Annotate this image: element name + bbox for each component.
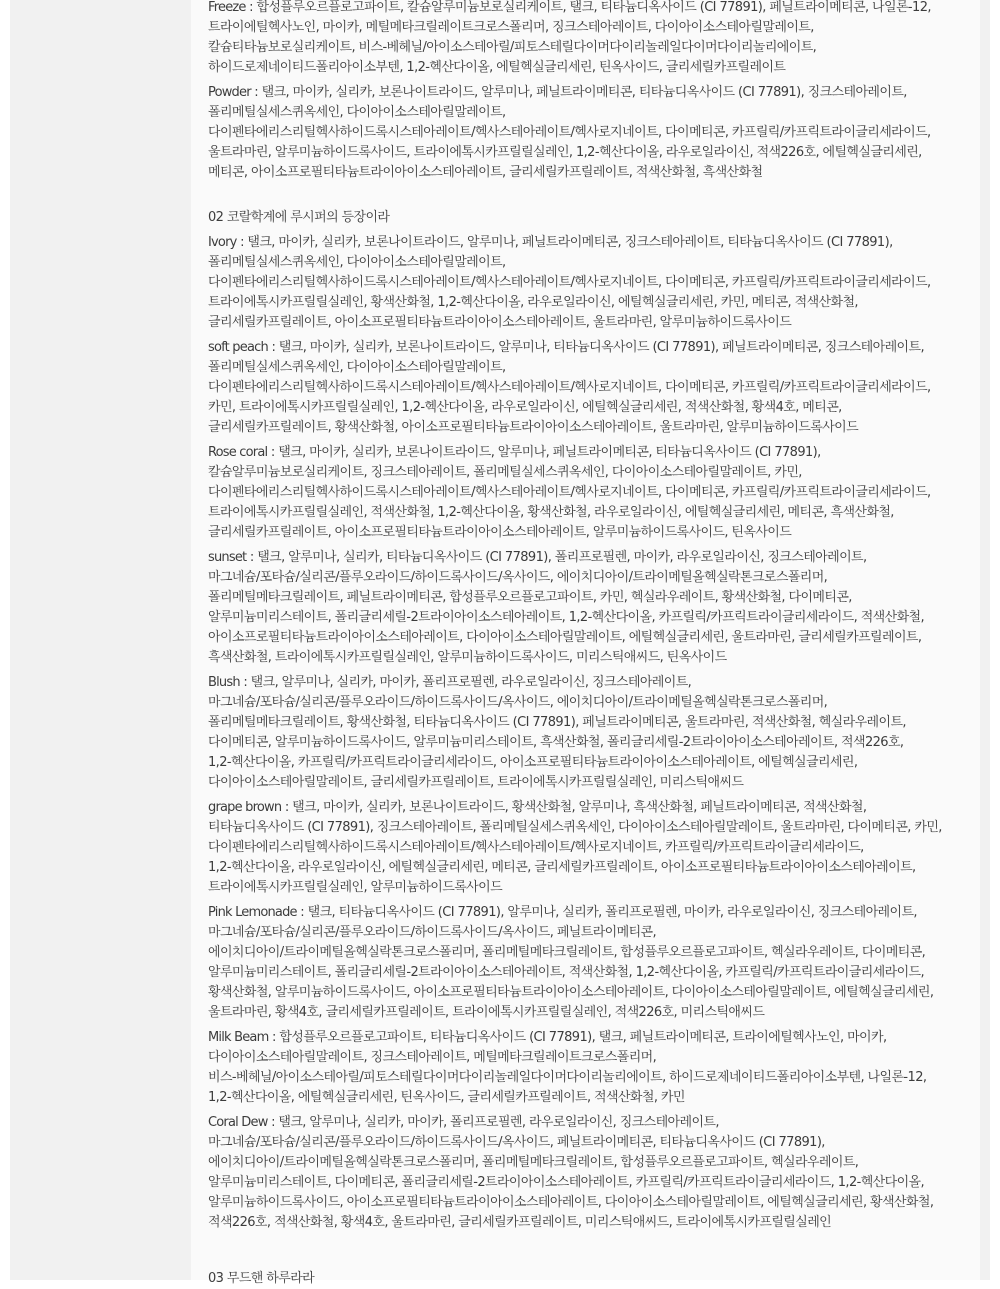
ingredient-entry <box>208 673 988 793</box>
ingredient-text: 탤크, 티타늄디옥사이드 (CI 77891), 알루미나, 실리카, 폴리프로필렌, 마이카, 라우로일라이신, 징크스테아레이트, <box>307 905 917 920</box>
ingredient-entry <box>208 233 988 333</box>
ingredient-text: 하이드로제네이티드폴리아이소부텐, 1,2-헥산다이올, 에틸헥실글리세린, 틴옥사이드, 글리세릴카프릴레이트 <box>208 60 786 75</box>
ingredient-entry <box>208 443 988 543</box>
ingredient-text: 다이펜타에리스리틸헥사하이드록시스테아레이트/헥사스테아레이트/헥사로지네이트, 다이메티콘, 카프릴릭/카프릭트라이글리세라이드, <box>208 485 931 500</box>
ingredient-line <box>208 753 988 773</box>
ingredient-text: 폴리메틸메타크릴레이트, 페닐트라이메티콘, 합성플루오르플로고파이트, 카민, 헥실라우레이트, 황색산화철, 다이메티콘, <box>208 590 852 605</box>
ingredient-text: 폴리메틸실세스퀴옥세인, 다이아이소스테아릴말레이트, <box>208 105 506 120</box>
ingredient-text: 마그네슘/포타슘/실리콘/플루오라이드/하이드록사이드/옥사이드, 페닐트라이메티콘, <box>208 925 657 940</box>
ingredient-line <box>208 673 988 693</box>
ingredient-line <box>208 773 988 793</box>
ingredient-text: 1,2-헥산다이올, 카프릴릭/카프릭트라이글리세라이드, 아이소프로필티타늄트라이아이소스테아레이트, 에틸헥실글리세린, <box>208 755 858 770</box>
shade-name: Milk Beam <box>208 1030 269 1045</box>
ingredient-line <box>208 418 988 438</box>
ingredient-line <box>208 693 988 713</box>
ingredient-entry <box>208 1028 988 1108</box>
ingredient-line <box>208 733 988 753</box>
name-separator: : <box>250 85 262 100</box>
ingredients-list <box>208 0 988 1238</box>
name-separator: : <box>281 800 293 815</box>
name-separator: : <box>245 0 257 15</box>
ingredient-line <box>208 273 988 293</box>
name-separator: : <box>296 905 308 920</box>
ingredient-text: 다이아이소스테아릴말레이트, 글리세릴카프릴레이트, 트라이에톡시카프릴릴실레인, 미리스틱애씨드 <box>208 775 744 790</box>
ingredient-line <box>208 0 988 18</box>
ingredient-line <box>208 358 988 378</box>
ingredient-text: 알루미늄미리스테이트, 폴리글리세릴-2트라이아이소스테아레이트, 1,2-헥산다이올, 카프릴릭/카프릭트라이글리세라이드, 적색산화철, <box>208 610 925 625</box>
ingredient-text: 다이펜타에리스리틸헥사하이드록시스테아레이트/헥사스테아레이트/헥사로지네이트, 카프릴릭/카프릭트라이글리세라이드, <box>208 840 864 855</box>
ingredient-text: 비스-베헤닐/아이소스테아릴/피토스테릴다이머다이리놀레일다이머다이리놀리에이트, 하이드로제네이티드폴리아이소부텐, 나일론-12, <box>208 1070 927 1085</box>
ingredient-text: 카민, 트라이에톡시카프릴릴실레인, 1,2-헥산다이올, 라우로일라이신, 에틸헥실글리세린, 적색산화철, 황색4호, 메티콘, <box>208 400 842 415</box>
ingredient-text: 황색산화철, 알루미늄하이드록사이드, 아이소프로필티타늄트라이아이소스테아레이트, 다이아이소스테아릴말레이트, 에틸헥실글리세린, <box>208 985 934 1000</box>
ingredient-line <box>208 568 988 588</box>
ingredient-text: 글리세릴카프릴레이트, 아이소프로필티타늄트라이아이소스테아레이트, 알루미늄하이드록사이드, 틴옥사이드 <box>208 525 792 540</box>
ingredient-text: 탤크, 마이카, 실리카, 보론나이트라이드, 알루미나, 페닐트라이메티콘, 징크스테아레이트, 티타늄디옥사이드 (CI 77891), <box>247 235 893 250</box>
shade-name: grape brown <box>208 800 282 815</box>
ingredient-line <box>208 878 988 898</box>
shade-name: Ivory <box>208 235 237 250</box>
ingredient-text: 트라이에톡시카프릴릴실레인, 황색산화철, 1,2-헥산다이올, 라우로일라이신, 에틸헥실글리세린, 카민, 메티콘, 적색산화철, <box>208 295 858 310</box>
ingredient-text: 다이펜타에리스리틸헥사하이드록시스테아레이트/헥사스테아레이트/헥사로지네이트, 다이메티콘, 카프릴릭/카프릭트라이글리세라이드, <box>208 275 931 290</box>
ingredient-text: 울트라마린, 황색4호, 글리세릴카프릴레이트, 트라이에톡시카프릴릴실레인, 적색226호, 미리스틱애씨드 <box>208 1005 765 1020</box>
ingredient-text: 트라이에톡시카프릴릴실레인, 알루미늄하이드록사이드 <box>208 880 503 895</box>
ingredient-text: 1,2-헥산다이올, 에틸헥실글리세린, 틴옥사이드, 글리세릴카프릴레이트, 적색산화철, 카민 <box>208 1090 685 1105</box>
ingredient-text: 메티콘, 아이소프로필티타늄트라이아이소스테아레이트, 글리세릴카프릴레이트, 적색산화철, 흑색산화철 <box>208 165 763 180</box>
shade-name: Powder <box>208 85 251 100</box>
ingredient-line <box>208 903 988 923</box>
shade-name: Coral Dew <box>208 1115 268 1130</box>
ingredient-entry <box>208 83 988 183</box>
ingredient-text: 폴리메틸실세스퀴옥세인, 다이아이소스테아릴말레이트, <box>208 255 506 270</box>
ingredient-text: 탤크, 마이카, 실리카, 보론나이트라이드, 황색산화철, 알루미나, 흑색산화철, 페닐트라이메티콘, 적색산화철, <box>292 800 867 815</box>
shade-name: sunset <box>208 550 247 565</box>
ingredient-line <box>208 798 988 818</box>
ingredient-line <box>208 1028 988 1048</box>
ingredient-text: 폴리메틸실세스퀴옥세인, 다이아이소스테아릴말레이트, <box>208 360 506 375</box>
ingredient-text: 트라이에톡시카프릴릴실레인, 적색산화철, 1,2-헥산다이올, 황색산화철, 라우로일라이신, 에틸헥실글리세린, 메티콘, 흑색산화철, <box>208 505 894 520</box>
ingredient-line <box>208 1153 988 1173</box>
ingredient-line <box>208 18 988 38</box>
ingredient-line <box>208 923 988 943</box>
section-title: 02 코랄학계에 루시퍼의 등장이라 <box>208 210 390 225</box>
ingredient-text: 탤크, 알루미나, 실리카, 마이카, 폴리프로필렌, 라우로일라이신, 징크스테아레이트, <box>250 675 692 690</box>
ingredient-text: 1,2-헥산다이올, 라우로일라이신, 에틸헥실글리세린, 메티콘, 글리세릴카프릴레이트, 아이소프로필티타늄트라이아이소스테아레이트, <box>208 860 916 875</box>
ingredient-line <box>208 143 988 163</box>
ingredient-text: 마그네슘/포타슘/실리콘/플루오라이드/하이드록사이드/옥사이드, 페닐트라이메티콘, 티타늄디옥사이드 (CI 77891), <box>208 1135 825 1150</box>
ingredient-line <box>208 858 988 878</box>
ingredient-line <box>208 123 988 143</box>
ingredient-entry <box>208 903 988 1023</box>
ingredient-text: 글리세릴카프릴레이트, 황색산화철, 아이소프로필티타늄트라이아이소스테아레이트, 울트라마린, 알루미늄하이드록사이드 <box>208 420 859 435</box>
ingredient-text: 알루미늄미리스테이트, 폴리글리세릴-2트라이아이소스테아레이트, 적색산화철, 1,2-헥산다이올, 카프릴릭/카프릭트라이글리세라이드, <box>208 965 925 980</box>
ingredient-text: 다이펜타에리스리틸헥사하이드록시스테아레이트/헥사스테아레이트/헥사로지네이트, 다이메티콘, 카프릴릭/카프릭트라이글리세라이드, <box>208 125 931 140</box>
ingredient-line <box>208 1133 988 1153</box>
ingredient-line <box>208 963 988 983</box>
ingredient-text: 마그네슘/포타슘/실리콘/플루오라이드/하이드록사이드/옥사이드, 에이치디아이/트라이메틸올헥실락톤크로스폴리머, <box>208 695 828 710</box>
ingredient-text: 에이치디아이/트라이메틸올헥실락톤크로스폴리머, 폴리메틸메타크릴레이트, 합성플루오르플로고파이트, 헥실라우레이트, <box>208 1155 859 1170</box>
ingredient-text: 탤크, 알루미나, 실리카, 마이카, 폴리프로필렌, 라우로일라이신, 징크스테아레이트, <box>278 1115 719 1130</box>
name-separator: : <box>246 550 258 565</box>
shade-name: soft peach <box>208 340 268 355</box>
ingredient-text: 탤크, 마이카, 실리카, 보론나이트라이드, 알루미나, 페닐트라이메티콘, 티타늄디옥사이드 (CI 77891), <box>278 445 821 460</box>
ingredient-line <box>208 293 988 313</box>
ingredient-text: 트라이에틸헥사노인, 마이카, 메틸메타크릴레이트크로스폴리머, 징크스테아레이트, 다이아이소스테아릴말레이트, <box>208 20 814 35</box>
ingredient-line <box>208 1113 988 1133</box>
ingredient-line <box>208 83 988 103</box>
ingredient-text: 다이아이소스테아릴말레이트, 징크스테아레이트, 메틸메타크릴레이트크로스폴리머, <box>208 1050 657 1065</box>
ingredient-line <box>208 713 988 733</box>
name-separator: : <box>239 675 251 690</box>
ingredient-line <box>208 1213 988 1233</box>
ingredient-text: 칼슘알루미늄보로실리케이트, 징크스테아레이트, 폴리메틸실세스퀴옥세인, 다이아이소스테아릴말레이트, 카민, <box>208 465 802 480</box>
ingredient-text: 합성플루오르플로고파이트, 칼슘알루미늄보로실리케이트, 탤크, 티타늄디옥사이드 (CI 77891), 페닐트라이메티콘, 나일론-12, <box>256 0 931 15</box>
ingredient-entry <box>208 0 988 78</box>
ingredient-line <box>208 443 988 463</box>
ingredient-entry <box>208 548 988 668</box>
ingredient-line <box>208 463 988 483</box>
ingredient-text: 알루미늄하이드록사이드, 아이소프로필티타늄트라이아이소스테아레이트, 다이아이소스테아릴말레이트, 에틸헥실글리세린, 황색산화철, <box>208 1195 934 1210</box>
ingredient-line <box>208 378 988 398</box>
ingredient-line <box>208 983 988 1003</box>
ingredient-line <box>208 163 988 183</box>
ingredient-line <box>208 1193 988 1213</box>
ingredient-line <box>208 1068 988 1088</box>
ingredient-text: 칼슘티타늄보로실리케이트, 비스-베헤닐/아이소스테아릴/피토스테릴다이머다이리놀레일다이머다이리놀리에이트, <box>208 40 817 55</box>
ingredient-text: 탤크, 마이카, 실리카, 보론나이트라이드, 알루미나, 페닐트라이메티콘, 티타늄디옥사이드 (CI 77891), 징크스테아레이트, <box>261 85 907 100</box>
section-title-03: 03 무드핸 하루라라 <box>208 1271 315 1286</box>
ingredient-line <box>208 398 988 418</box>
ingredient-line <box>208 253 988 273</box>
ingredient-line <box>208 338 988 358</box>
ingredient-line <box>208 1088 988 1108</box>
ingredient-line <box>208 103 988 123</box>
ingredient-text: 다이펜타에리스리틸헥사하이드록시스테아레이트/헥사스테아레이트/헥사로지네이트, 다이메티콘, 카프릴릭/카프릭트라이글리세라이드, <box>208 380 931 395</box>
name-separator: : <box>268 1030 280 1045</box>
shade-name: Pink Lemonade <box>208 905 297 920</box>
ingredient-text: 울트라마린, 알루미늄하이드록사이드, 트라이에톡시카프릴릴실레인, 1,2-헥산다이올, 라우로일라이신, 적색226호, 에틸헥실글리세린, <box>208 145 922 160</box>
name-separator: : <box>267 1115 279 1130</box>
ingredient-text: 에이치디아이/트라이메틸올헥실락톤크로스폴리머, 폴리메틸메타크릴레이트, 합성플루오르플로고파이트, 헥실라우레이트, 다이메티콘, <box>208 945 926 960</box>
ingredient-text: 폴리메틸메타크릴레이트, 황색산화철, 티타늄디옥사이드 (CI 77891), 페닐트라이메티콘, 울트라마린, 적색산화철, 헥실라우레이트, <box>208 715 906 730</box>
ingredient-line <box>208 588 988 608</box>
ingredient-text: 아이소프로필티타늄트라이아이소스테아레이트, 다이아이소스테아릴말레이트, 에틸헥실글리세린, 울트라마린, 글리세릴카프릴레이트, <box>208 630 922 645</box>
ingredient-line <box>208 523 988 543</box>
ingredient-line <box>208 548 988 568</box>
ingredient-entry <box>208 338 988 438</box>
ingredient-entry <box>208 1113 988 1233</box>
shade-name: Rose coral <box>208 445 268 460</box>
ingredient-line <box>208 818 988 838</box>
name-separator: : <box>236 235 248 250</box>
ingredient-text: 흑색산화철, 트라이에톡시카프릴릴실레인, 알루미늄하이드록사이드, 미리스틱애씨드, 틴옥사이드 <box>208 650 727 665</box>
ingredient-line <box>208 1003 988 1023</box>
ingredient-text: 마그네슘/포타슘/실리콘/플루오라이드/하이드록사이드/옥사이드, 에이치디아이/트라이메틸올헥실락톤크로스폴리머, <box>208 570 828 585</box>
ingredient-line <box>208 58 988 78</box>
ingredient-text: 글리세릴카프릴레이트, 아이소프로필티타늄트라이아이소스테아레이트, 울트라마린, 알루미늄하이드록사이드 <box>208 315 792 330</box>
ingredient-text: 탤크, 마이카, 실리카, 보론나이트라이드, 알루미나, 티타늄디옥사이드 (CI 77891), 페닐트라이메티콘, 징크스테아레이트, <box>278 340 924 355</box>
ingredient-line <box>208 503 988 523</box>
ingredient-line <box>208 483 988 503</box>
ingredient-line <box>208 313 988 333</box>
ingredient-line <box>208 838 988 858</box>
name-separator: : <box>267 340 279 355</box>
ingredient-text: 적색226호, 적색산화철, 황색4호, 울트라마린, 글리세릴카프릴레이트, 미리스틱애씨드, 트라이에톡시카프릴릴실레인 <box>208 1215 832 1230</box>
ingredient-entry <box>208 798 988 898</box>
ingredient-text: 다이메티콘, 알루미늄하이드록사이드, 알루미늄미리스테이트, 흑색산화철, 폴리글리세릴-2트라이아이소스테아레이트, 적색226호, <box>208 735 904 750</box>
shade-name: Blush <box>208 675 240 690</box>
shade-name: Freeze <box>208 0 246 15</box>
name-separator: : <box>267 445 279 460</box>
ingredient-line <box>208 38 988 58</box>
ingredient-line <box>208 608 988 628</box>
ingredient-line <box>208 628 988 648</box>
ingredient-text: 탤크, 알루미나, 실리카, 티타늄디옥사이드 (CI 77891), 폴리프로필렌, 마이카, 라우로일라이신, 징크스테아레이트, <box>257 550 867 565</box>
ingredient-text: 알루미늄미리스테이트, 다이메티콘, 폴리글리세릴-2트라이아이소스테아레이트, 카프릴릭/카프릭트라이글리세라이드, 1,2-헥산다이올, <box>208 1175 925 1190</box>
ingredient-line <box>208 1048 988 1068</box>
ingredient-line <box>208 233 988 253</box>
ingredient-line <box>208 1173 988 1193</box>
ingredient-text: 티타늄디옥사이드 (CI 77891), 징크스테아레이트, 폴리메틸실세스퀴옥세인, 다이아이소스테아릴말레이트, 울트라마린, 다이메티콘, 카민, <box>208 820 942 835</box>
ingredient-line <box>208 943 988 963</box>
ingredient-text: 합성플루오르플로고파이트, 티타늄디옥사이드 (CI 77891), 탤크, 페닐트라이메티콘, 트라이에틸헥사노인, 마이카, <box>279 1030 887 1045</box>
ingredient-line <box>208 648 988 668</box>
section-spacer <box>208 188 988 208</box>
